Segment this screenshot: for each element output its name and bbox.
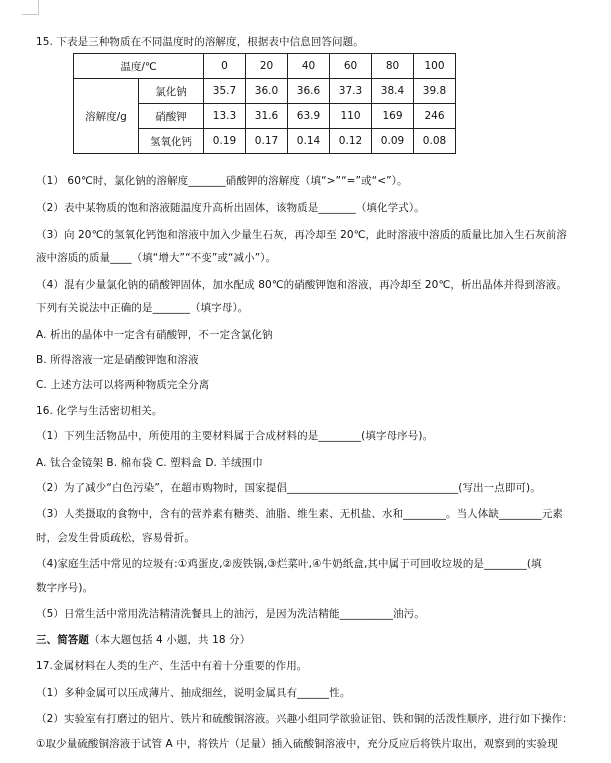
q16-part3-cont: 时，会发生骨质疏松，容易骨折。 xyxy=(36,532,195,544)
value-cell: 0.19 xyxy=(204,129,246,154)
substance-name: 氯化钠 xyxy=(139,79,204,104)
q15-part3-cont: 液中溶质的质量____（填“增大”“不变”或“减小”）。 xyxy=(36,252,277,264)
q16-part1: （1）下列生活物品中，所使用的主要材料属于合成材料的是________(填字母序号)。 xyxy=(36,430,434,442)
q15-part1: （1） 60℃时，氯化钠的溶解度_______硝酸钾的溶解度（填“>”“=”或“<”）。 xyxy=(36,175,408,187)
substance-name: 氢氧化钙 xyxy=(139,129,204,154)
q17-step1: ①取少量硫酸铜溶液于试管 A 中，将铁片（足量）插入硫酸铜溶液中，充分反应后将铁片取出，观察到的实验现 xyxy=(36,738,558,750)
q16-part5: （5）日常生活中常用洗洁精清洗餐具上的油污，是因为洗洁精能__________油污。 xyxy=(36,608,425,620)
value-cell: 0.12 xyxy=(330,129,372,154)
value-cell: 37.3 xyxy=(330,79,372,104)
q16-part4: （4)家庭生活中常见的垃圾有:①鸡蛋皮,②废铁锅,③烂菜叶,④牛奶纸盒,其中属于可回收垃圾的是________(填 xyxy=(36,558,542,570)
value-cell: 110 xyxy=(330,104,372,129)
q16-options: A. 钛合金镜架 B. 棉布袋 C. 塑料盒 D. 羊绒围巾 xyxy=(36,457,263,469)
q16-part4-cont: 数字序号)。 xyxy=(36,582,94,594)
q15-part3: （3）向 20℃的氢氧化钙饱和溶液中加入少量生石灰，再冷却至 20℃，此时溶液中溶质的质量比加入生石灰前溶 xyxy=(36,229,567,241)
value-cell: 169 xyxy=(372,104,414,129)
q15-option-a: A. 析出的晶体中一定含有硝酸钾，不一定含氯化钠 xyxy=(36,329,273,341)
section3-heading xyxy=(36,632,250,647)
q17-part2: （2）实验室有打磨过的铝片、铁片和硫酸铜溶液。兴趣小组同学欲验证铝、铁和铜的活泼性顺序，进行如下操作： xyxy=(36,713,573,725)
q15-option-c: C. 上述方法可以将两种物质完全分离 xyxy=(36,379,210,391)
table-header-row xyxy=(74,54,456,79)
temp-cell: 60 xyxy=(330,54,372,79)
value-cell: 63.9 xyxy=(288,104,330,129)
value-cell: 0.09 xyxy=(372,129,414,154)
value-cell: 0.14 xyxy=(288,129,330,154)
table-row xyxy=(74,79,456,104)
page-corner-mark xyxy=(22,0,39,15)
value-cell: 0.17 xyxy=(246,129,288,154)
value-cell: 38.4 xyxy=(372,79,414,104)
value-cell: 36.6 xyxy=(288,79,330,104)
solubility-group-label: 溶解度/g xyxy=(74,79,139,154)
q15-option-b: B. 所得溶液一定是硝酸钾饱和溶液 xyxy=(36,354,199,366)
q15-title: 15. 下表是三种物质在不同温度时的溶解度，根据表中信息回答问题。 xyxy=(36,36,364,48)
temp-cell: 0 xyxy=(204,54,246,79)
temp-cell: 40 xyxy=(288,54,330,79)
section3-title: 三、简答题 xyxy=(36,634,89,646)
solubility-table xyxy=(73,53,456,154)
temp-header: 温度/℃ xyxy=(74,54,204,79)
value-cell: 35.7 xyxy=(204,79,246,104)
q17-part1: （1）多种金属可以压成薄片、抽成细丝，说明金属具有______性。 xyxy=(36,687,351,699)
substance-name: 硝酸钾 xyxy=(139,104,204,129)
q16-title: 16. 化学与生活密切相关。 xyxy=(36,405,163,417)
q15-part2: （2）表中某物质的饱和溶液随温度升高析出固体，该物质是_______（填化学式）。 xyxy=(36,202,425,214)
value-cell: 0.08 xyxy=(414,129,456,154)
q15-part4-cont: 下列有关说法中正确的是_______（填字母）。 xyxy=(36,302,249,314)
q15-part4: （4）混有少量氯化钠的硝酸钾固体，加水配成 80℃的硝酸钾饱和溶液，再冷却至 20℃，析出晶体并得到溶液。 xyxy=(36,279,567,291)
temp-cell: 100 xyxy=(414,54,456,79)
value-cell: 13.3 xyxy=(204,104,246,129)
value-cell: 39.8 xyxy=(414,79,456,104)
temp-cell: 80 xyxy=(372,54,414,79)
q17-title: 17.金属材料在人类的生产、生活中有着十分重要的作用。 xyxy=(36,660,308,672)
q16-part3: （3）人类摄取的食物中，含有的营养素有糖类、油脂、维生素、无机盐、水和________。当人体缺________元素 xyxy=(36,508,563,520)
section3-note: （本大题包括 4 小题，共 18 分） xyxy=(89,634,251,646)
temp-cell: 20 xyxy=(246,54,288,79)
value-cell: 31.6 xyxy=(246,104,288,129)
value-cell: 36.0 xyxy=(246,79,288,104)
value-cell: 246 xyxy=(414,104,456,129)
q16-part2: （2）为了减少“白色污染”，在超市购物时，国家提倡________________________________(写出一点即可)。 xyxy=(36,482,541,494)
